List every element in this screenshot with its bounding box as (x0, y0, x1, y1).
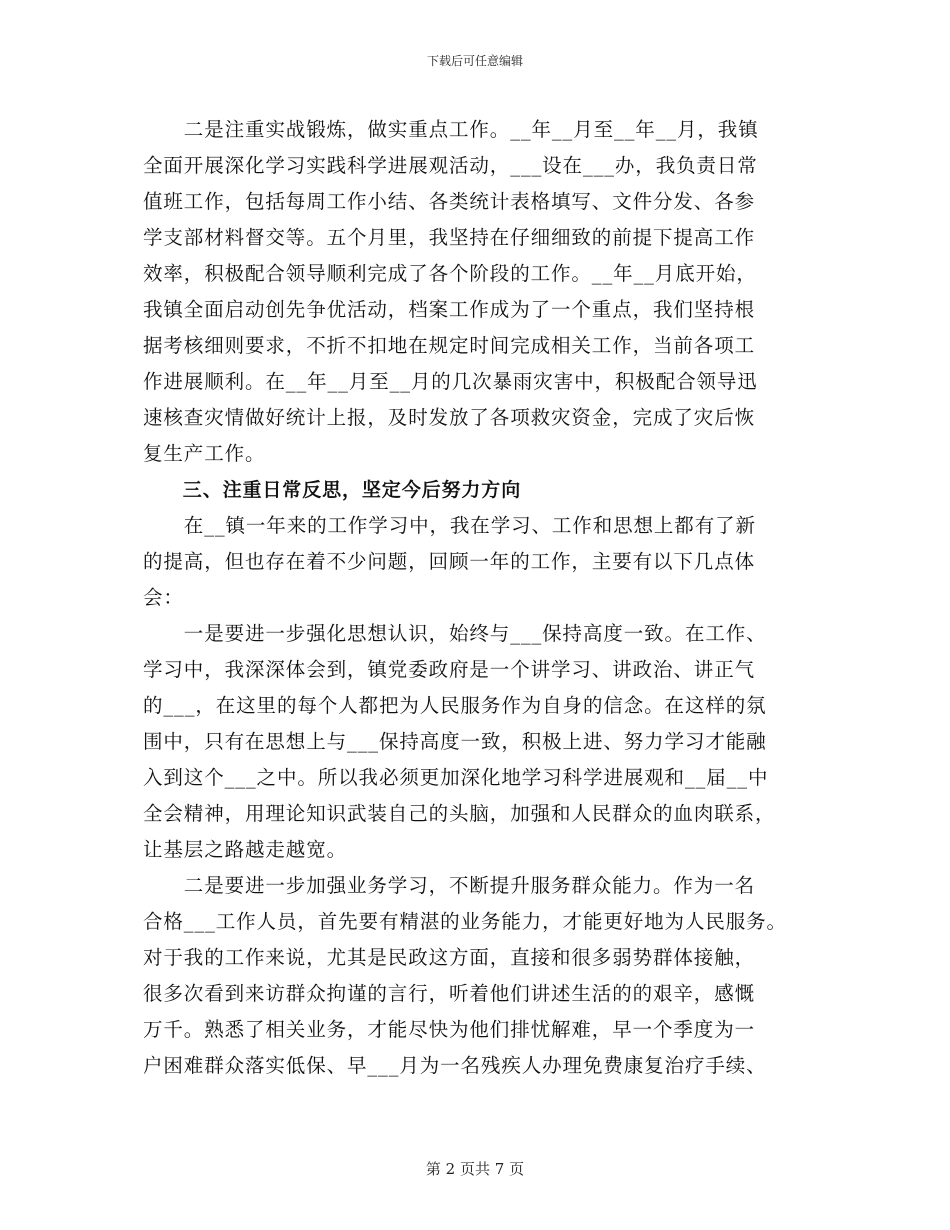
text-line: 入到这个___之中。所以我必须更加深化地学习科学进展观和__届__中 (143, 766, 769, 789)
text-line: 围中，只有在思想上与___保持高度一致，积极上进、努力学习才能融 (143, 730, 767, 753)
text-line: 万千。熟悉了相关业务，才能尽快为他们排忧解难，早一个季度为一 (143, 1018, 756, 1041)
text-line: 效率，积极配合领导顺利完成了各个阶段的工作。__年__月底开始， (143, 262, 757, 285)
text-line: 的___，在这里的每个人都把为人民服务作为自身的信念。在这样的氛 (143, 694, 767, 717)
text-line: 很多次看到来访群众拘谨的言行，听着他们讲述生活的的艰辛，感慨 (143, 982, 756, 1005)
text-line: 合格___工作人员，首先要有精湛的业务能力，才能更好地为人民服务。 (143, 910, 787, 933)
text-line: 一是要进一步强化思想认识，始终与___保持高度一致。在工作、 (143, 622, 767, 645)
text-line: 对于我的工作来说，尤其是民政这方面，直接和很多弱势群体接触， (143, 946, 756, 969)
text-line: 二是要进一步加强业务学习，不断提升服务群众能力。作为一名 (143, 874, 756, 897)
text-line: 作进展顺利。在__年__月至__月的几次暴雨灾害中，积极配合领导迅 (143, 370, 758, 393)
text-line: 复生产工作。 (143, 442, 266, 465)
text-line: 全面开展深化学习实践科学进展观活动，___设在___办，我负责日常 (143, 154, 758, 177)
page-header: 下载后可任意编辑 (426, 54, 523, 68)
text-line: 学习中，我深深体会到，镇党委政府是一个讲学习、讲政治、讲正气 (143, 658, 756, 681)
text-line: 据考核细则要求，不折不扣地在规定时间完成相关工作，当前各项工 (143, 334, 756, 357)
text-line: 的提高，但也存在着不少问题，回顾一年的工作，主要有以下几点体 (143, 550, 756, 573)
text-line: 学支部材料督交等。五个月里，我坚持在仔细细致的前提下提高工作 (143, 226, 756, 249)
text-line: 会： (143, 586, 184, 609)
page-number-footer: 第 2 页共 7 页 (425, 1160, 525, 1178)
text-line: 全会精神，用理论知识武装自己的头脑，加强和人民群众的血肉联系， (143, 802, 776, 825)
document-body (143, 112, 803, 1084)
section-heading: 三、注重日常反思，坚定今后努力方向 (143, 479, 522, 501)
text-line: 我镇全面启动创先争优活动，档案工作成为了一个重点，我们坚持根 (143, 298, 756, 321)
text-line: 二是注重实战锻炼，做实重点工作。__年__月至__年__月，我镇 (143, 118, 759, 141)
text-line: 在__镇一年来的工作学习中，我在学习、工作和思想上都有了新 (143, 514, 756, 537)
text-line: 值班工作，包括每周工作小结、各类统计表格填写、文件分发、各参 (143, 190, 756, 213)
text-line: 户困难群众落实低保、早___月为一名残疾人办理免费康复治疗手续、 (143, 1054, 767, 1077)
text-line: 让基层之路越走越宽。 (143, 838, 348, 861)
text-line: 速核查灾情做好统计上报，及时发放了各项救灾资金，完成了灾后恢 (143, 406, 756, 429)
